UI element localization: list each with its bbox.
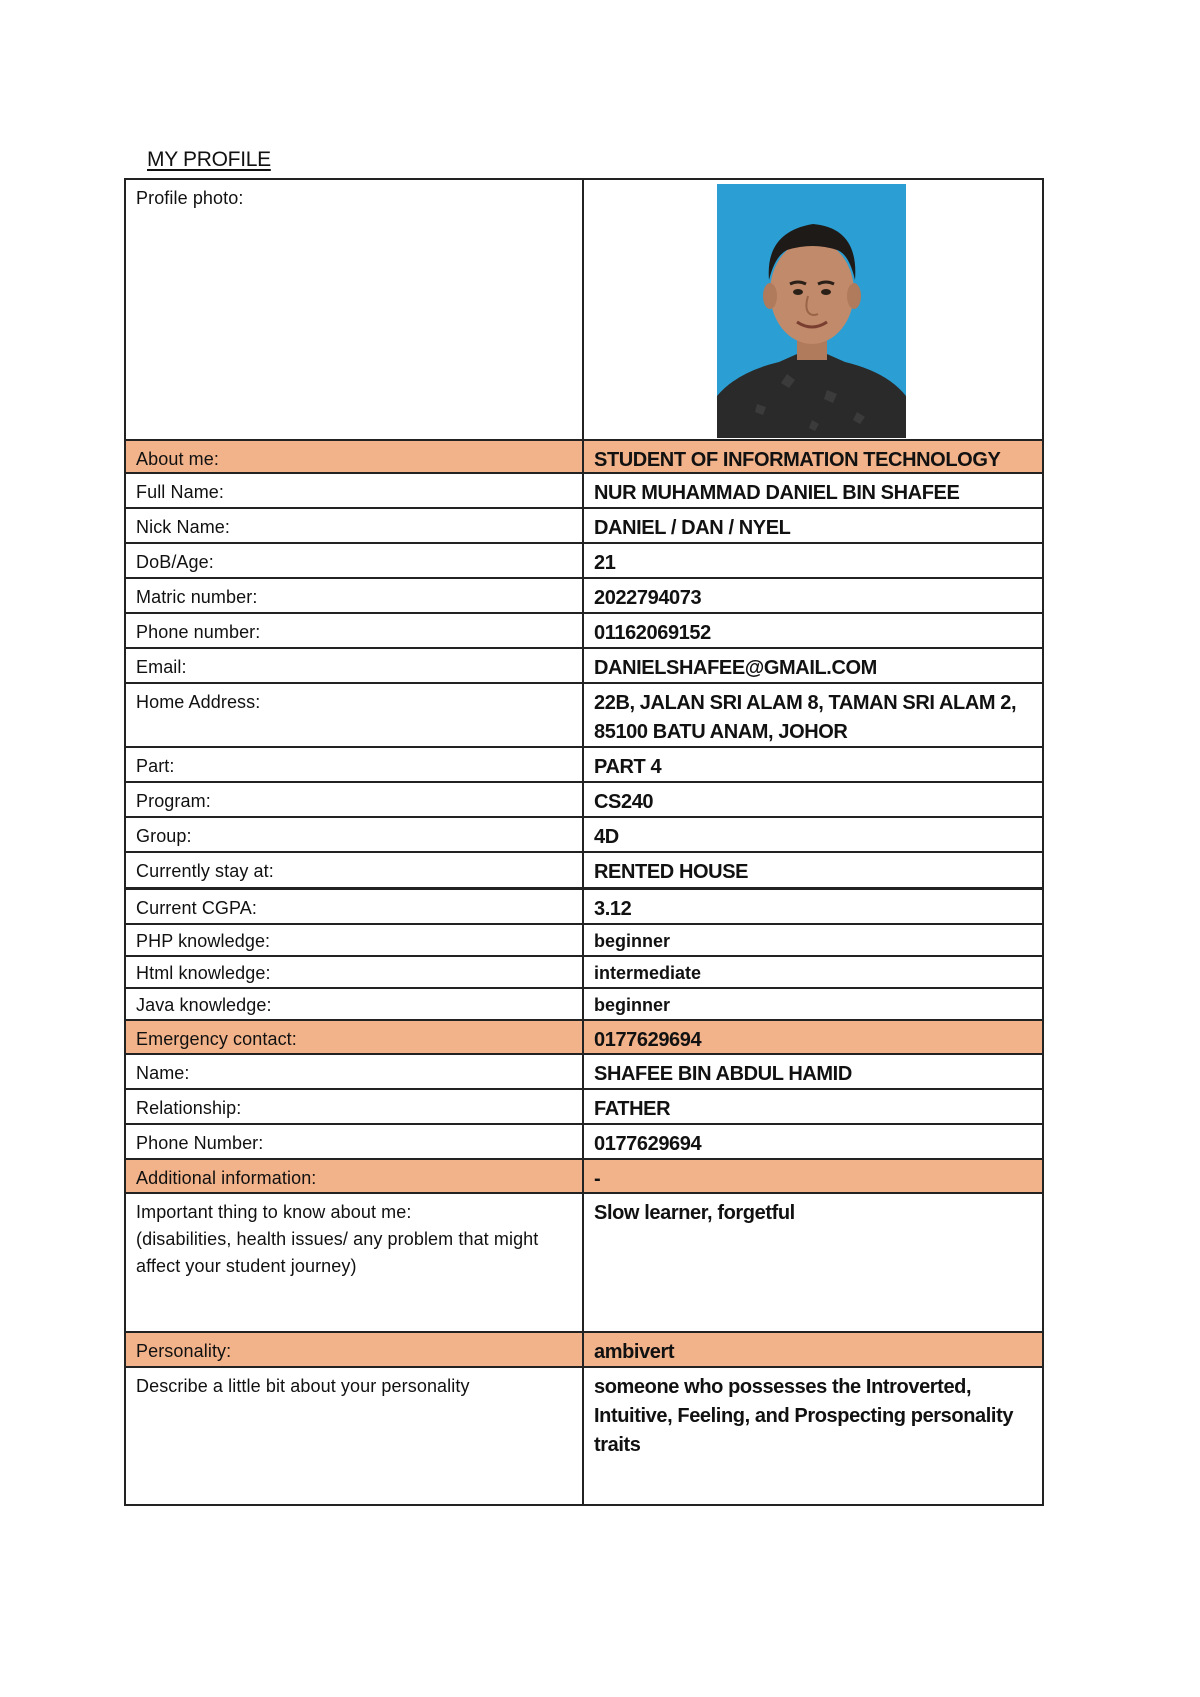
important-thing-label: Important thing to know about me: (disabilities, health issues/ any problem that might affect your student journey): [126, 1194, 584, 1331]
full-name-value: NUR MUHAMMAD DANIEL BIN SHAFEE: [594, 482, 960, 504]
emergency-contact-label: Emergency contact:: [126, 1021, 584, 1053]
home-address-value: 22B, JALAN SRI ALAM 8, TAMAN SRI ALAM 2, 85100 BATU ANAM, JOHOR: [594, 692, 1017, 743]
row-profile-photo: [126, 180, 1042, 439]
email-value: DANIELSHAFEE@GMAIL.COM: [594, 657, 877, 679]
phone-number-label: Phone number:: [126, 614, 584, 647]
html-knowledge-label: Html knowledge:: [126, 957, 584, 987]
row-home-address: [126, 682, 1042, 746]
row-contact-phone: [126, 1123, 1042, 1158]
dob-age-label: DoB/Age:: [126, 544, 584, 577]
matric-number-value: 2022794073: [594, 587, 702, 609]
row-about-me: [126, 439, 1042, 472]
about-me-value: STUDENT OF INFORMATION TECHNOLOGY: [594, 449, 1001, 471]
row-phone-number: [126, 612, 1042, 647]
contact-phone-label: Phone Number:: [126, 1125, 584, 1158]
portrait-photo-icon: [717, 184, 906, 438]
row-matric-number: [126, 577, 1042, 612]
row-relationship: [126, 1088, 1042, 1123]
row-additional-information: [126, 1158, 1042, 1192]
row-group: [126, 816, 1042, 851]
currently-stay-value: RENTED HOUSE: [594, 861, 749, 883]
matric-number-label: Matric number:: [126, 579, 584, 612]
row-current-cgpa: [126, 887, 1042, 923]
row-dob-age: [126, 542, 1042, 577]
contact-phone-value: 0177629694: [594, 1133, 702, 1155]
row-nick-name: [126, 507, 1042, 542]
profile-photo-cell: [584, 180, 1042, 439]
row-java-knowledge: [126, 987, 1042, 1019]
contact-name-value: SHAFEE BIN ABDUL HAMID: [594, 1063, 852, 1085]
nick-name-value: DANIEL / DAN / NYEL: [594, 517, 791, 539]
currently-stay-label: Currently stay at:: [126, 853, 584, 887]
personality-description-value: someone who possesses the Introverted, Intuitive, Feeling, and Prospecting personality traits: [594, 1376, 1014, 1456]
contact-name-label: Name:: [126, 1055, 584, 1088]
nick-name-label: Nick Name:: [126, 509, 584, 542]
html-knowledge-value: intermediate: [594, 963, 702, 983]
full-name-label: Full Name:: [126, 474, 584, 507]
part-value: PART 4: [594, 756, 662, 778]
row-full-name: [126, 472, 1042, 507]
row-currently-stay: [126, 851, 1042, 887]
row-program: [126, 781, 1042, 816]
email-label: Email:: [126, 649, 584, 682]
group-label: Group:: [126, 818, 584, 851]
program-label: Program:: [126, 783, 584, 816]
program-value: CS240: [594, 791, 654, 813]
personality-value: ambivert: [594, 1341, 675, 1363]
java-knowledge-label: Java knowledge:: [126, 989, 584, 1019]
row-contact-name: [126, 1053, 1042, 1088]
relationship-label: Relationship:: [126, 1090, 584, 1123]
php-knowledge-value: beginner: [594, 931, 671, 951]
profile-photo-label: Profile photo:: [126, 180, 584, 439]
current-cgpa-value: 3.12: [594, 898, 632, 920]
relationship-value: FATHER: [594, 1098, 671, 1120]
additional-information-label: Additional information:: [126, 1160, 584, 1192]
personality-description-label: Describe a little bit about your personality: [126, 1368, 584, 1504]
page-title: MY PROFILE: [147, 148, 271, 171]
emergency-contact-value: 0177629694: [594, 1029, 702, 1051]
row-personality-description: [126, 1366, 1042, 1504]
important-thing-value: Slow learner, forgetful: [594, 1202, 795, 1224]
additional-information-value: -: [594, 1168, 601, 1190]
home-address-label: Home Address:: [126, 684, 584, 746]
dob-age-value: 21: [594, 552, 616, 574]
current-cgpa-label: Current CGPA:: [126, 890, 584, 923]
row-emergency-contact: [126, 1019, 1042, 1053]
row-personality: [126, 1331, 1042, 1366]
personality-label: Personality:: [126, 1333, 584, 1366]
row-important-thing: [126, 1192, 1042, 1331]
group-value: 4D: [594, 826, 619, 848]
row-html-knowledge: [126, 955, 1042, 987]
about-me-label: About me:: [126, 441, 584, 472]
row-email: [126, 647, 1042, 682]
part-label: Part:: [126, 748, 584, 781]
php-knowledge-label: PHP knowledge:: [126, 925, 584, 955]
java-knowledge-value: beginner: [594, 995, 671, 1015]
row-php-knowledge: [126, 923, 1042, 955]
profile-table: [124, 178, 1044, 1506]
phone-number-value: 01162069152: [594, 622, 711, 644]
row-part: [126, 746, 1042, 781]
